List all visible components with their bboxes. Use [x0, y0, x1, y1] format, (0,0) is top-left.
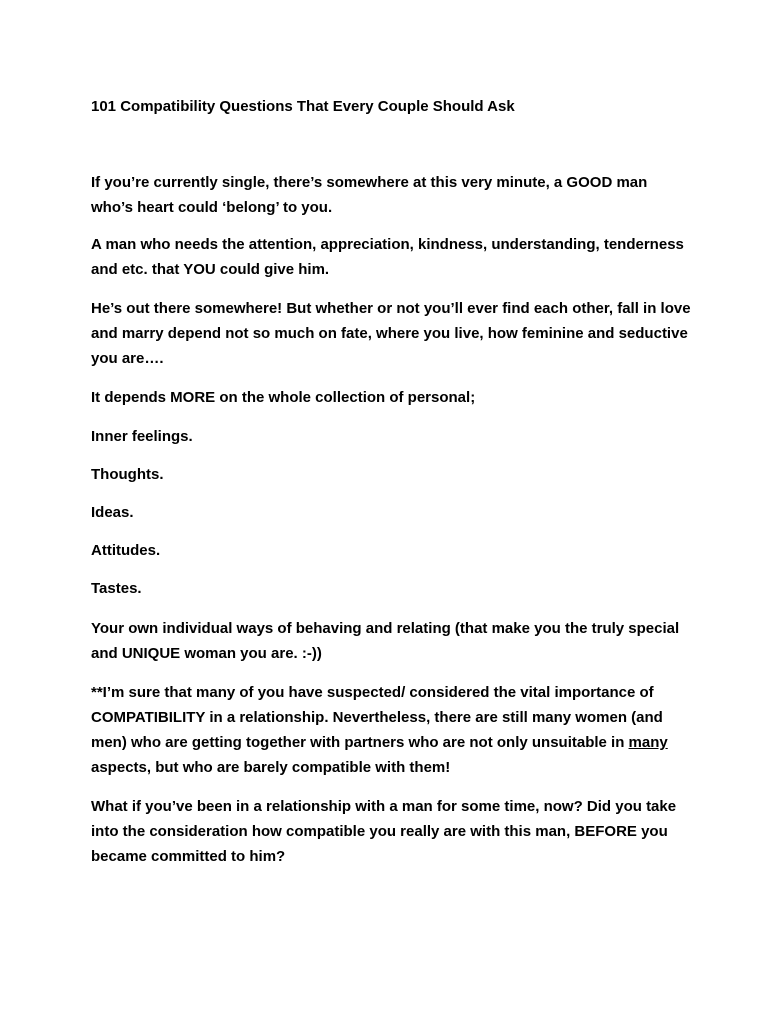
paragraph-depends-more: It depends MORE on the whole collection of personal; — [91, 389, 476, 406]
paragraph-individual-ways: Your own individual ways of behaving and relating (that make you the truly special and UNIQUE woman you are. :-)) — [91, 620, 680, 662]
paragraph-single: If you’re currently single, there’s somewhere at this very minute, a GOOD man who’s heart could ‘belong’ to you. — [91, 174, 648, 216]
list-item-inner-feelings: Inner feelings. — [91, 428, 193, 445]
paragraph-out-there: He’s out there somewhere! But whether or not you’ll ever find each other, fall in love and marry depend not so much on fate, where you live, how feminine and seductive you are…. — [91, 300, 691, 367]
underlined-word-many: many — [628, 734, 668, 751]
paragraph-compatibility-start: **I’m sure that many of you have suspected/ considered the vital importance of COMPATIBILITY in a relationship. Nevertheless, there are still many women (and men) who are getting together with partners who are not only unsuitable in — [91, 684, 663, 751]
list-item-attitudes: Attitudes. — [91, 542, 161, 559]
paragraph-compatibility-end: aspects, but who are barely compatible with them! — [91, 759, 451, 776]
list-item-tastes: Tastes. — [91, 580, 142, 597]
paragraph-man-needs: A man who needs the attention, appreciation, kindness, understanding, tenderness and etc. that YOU could give him. — [91, 236, 684, 278]
paragraph-compatibility — [91, 680, 691, 780]
list-item-ideas: Ideas. — [91, 504, 134, 521]
list-item-thoughts: Thoughts. — [91, 466, 164, 483]
document-title: 101 Compatibility Questions That Every Couple Should Ask — [91, 98, 515, 115]
paragraph-what-if: What if you’ve been in a relationship with a man for some time, now? Did you take into the consideration how compatible you really are with this man, BEFORE you became committed to him? — [91, 798, 677, 865]
